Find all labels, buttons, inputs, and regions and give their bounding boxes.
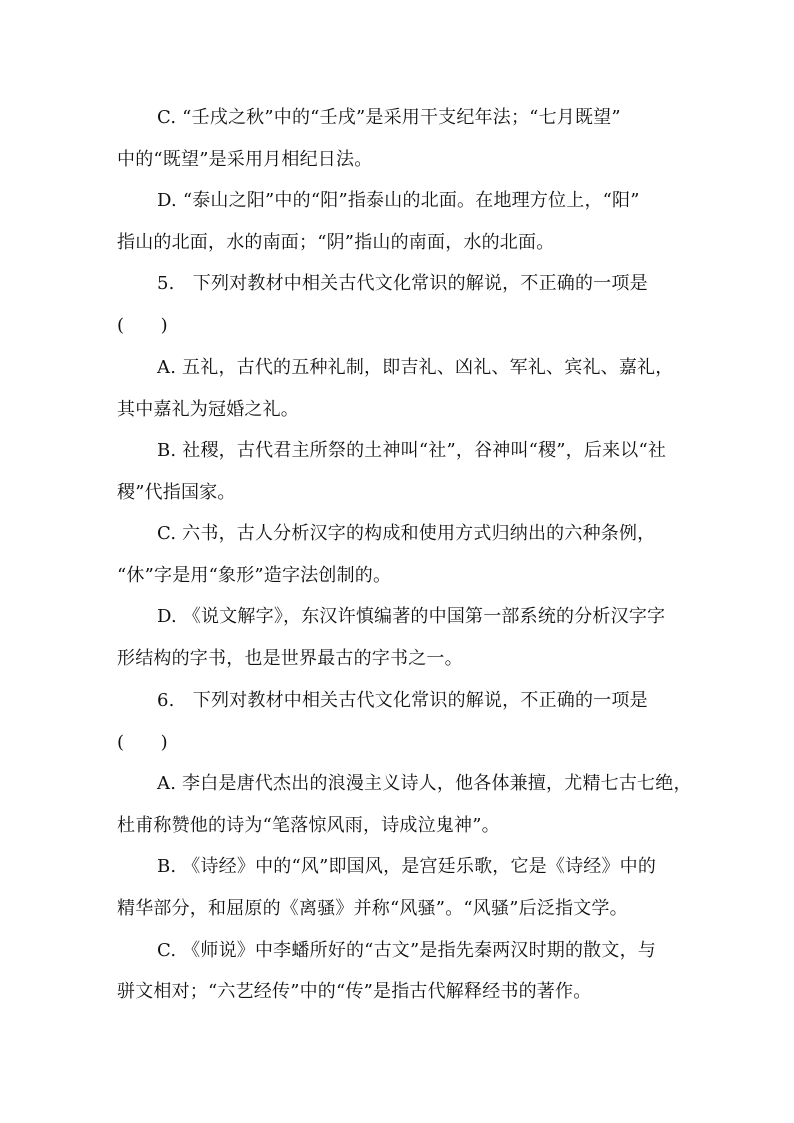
- question-5-answer-blank: ( ): [117, 315, 168, 336]
- q6-option-c-line-1: C. 《师说》中李蟠所好的“古文”是指先秦两汉时期的散文，与: [157, 940, 656, 961]
- q5-option-a-line-1: A. 五礼，古代的五种礼制，即吉礼、凶礼、军礼、宾礼、嘉礼，: [157, 357, 674, 378]
- q5-option-a-line-2: 其中嘉礼为冠婚之礼。: [117, 399, 299, 420]
- q4-option-d-line-1: D. “泰山之阳”中的“阳”指泰山的北面。在地理方位上，“阳”: [157, 190, 640, 211]
- q6-option-a-line-2: 杜甫称赞他的诗为“笔落惊风雨，诗成泣鬼神”。: [117, 815, 500, 836]
- q5-option-c-line-1: C. 六书，古人分析汉字的构成和使用方式归纳出的六种条例，: [157, 523, 656, 544]
- q4-option-c-line-1: C. “壬戌之秋”中的“壬戌”是采用干支纪年法；“七月既望”: [157, 107, 621, 128]
- q5-option-d-line-1: D. 《说文解字》，东汉许慎编著的中国第一部系统的分析汉字字: [157, 606, 666, 627]
- q5-option-c-line-2: “休”字是用“象形”造字法创制的。: [117, 565, 392, 586]
- question-6-stem: 6. 下列对教材中相关古代文化常识的解说，不正确的一项是: [157, 690, 648, 711]
- q6-option-b-line-2: 精华部分，和屈原的《离骚》并称“风骚”。“风骚”后泛指文学。: [117, 898, 628, 919]
- q6-option-b-line-1: B. 《诗经》中的“风”即国风，是宫廷乐歌，它是《诗经》中的: [157, 856, 657, 877]
- q6-option-c-line-2: 骈文相对；“六艺经传”中的“传”是指古代解释经书的著作。: [117, 981, 592, 1002]
- q5-option-d-line-2: 形结构的字书，也是世界最古的字书之一。: [117, 648, 463, 669]
- q4-option-d-line-2: 指山的北面，水的南面；“阴”指山的南面，水的北面。: [117, 232, 555, 253]
- question-5-stem: 5. 下列对教材中相关古代文化常识的解说，不正确的一项是: [157, 273, 648, 294]
- question-6-answer-blank: ( ): [117, 732, 168, 753]
- q5-option-b-line-2: 稷”代指国家。: [117, 482, 236, 503]
- q6-option-a-line-1: A. 李白是唐代杰出的浪漫主义诗人，他各体兼擅，尤精七古七绝，: [157, 773, 692, 794]
- q5-option-b-line-1: B. 社稷，古代君主所祭的土神叫“社”，谷神叫“稷”，后来以“社: [157, 440, 667, 461]
- q4-option-c-line-2: 中的“既望”是采用月相纪日法。: [117, 149, 373, 170]
